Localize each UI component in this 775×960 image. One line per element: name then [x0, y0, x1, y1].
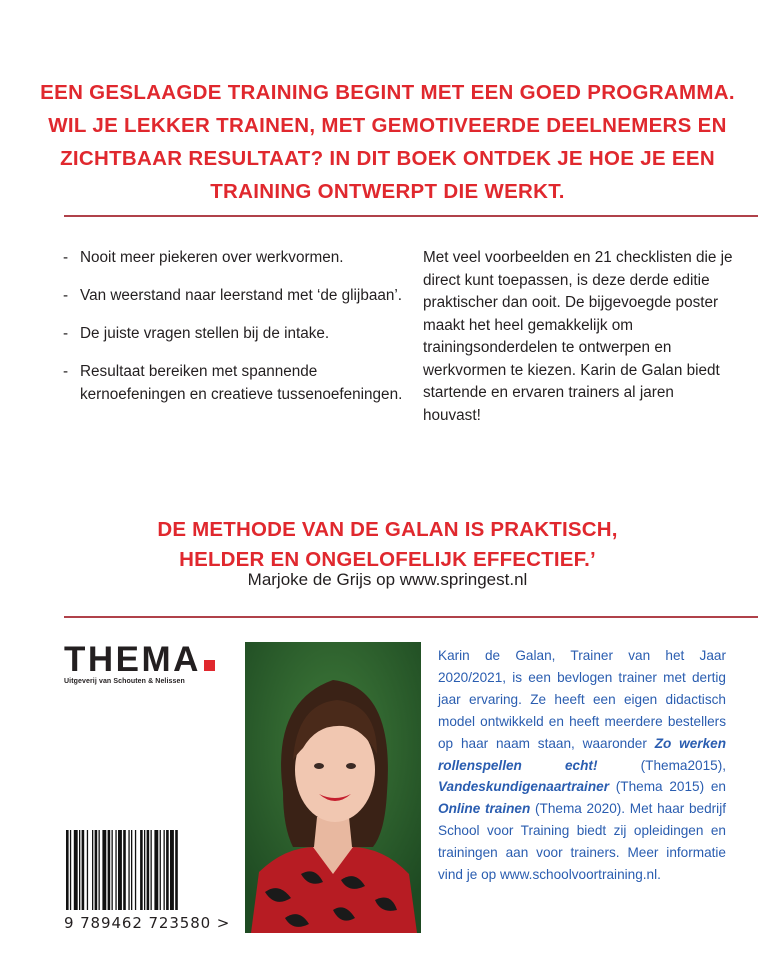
headline-line: EEN GESLAAGDE TRAINING BEGINT MET EEN GOED PROGRAMMA. — [40, 81, 735, 104]
quote-line: HELDER EN ONGELOFELIJK EFFECTIEF.’ — [179, 548, 596, 571]
headline-line: WIL JE LEKKER TRAINEN, MET GEMOTIVEERDE DEELNEMERS EN — [48, 114, 727, 137]
barcode-bar — [66, 830, 69, 910]
barcode-bar — [144, 830, 145, 910]
barcode-bar — [175, 830, 178, 910]
bullet-text: Nooit meer piekeren over werkvormen. — [80, 249, 344, 266]
barcode-bar — [164, 830, 165, 910]
barcode-bar — [166, 830, 169, 910]
barcode-bar — [140, 830, 143, 910]
barcode-bar — [74, 830, 78, 910]
bullet-dash: - — [63, 249, 69, 266]
bullet-text: Resultaat bereiken met spannende kernoefeningen en creatieve tussenoefeningen. — [80, 363, 403, 403]
barcode-bar — [112, 830, 113, 910]
logo-dot — [204, 660, 215, 671]
list-item — [63, 247, 403, 270]
quote-line: DE METHODE VAN DE GALAN IS PRAKTISCH, — [157, 518, 618, 541]
logo-subtitle: Uitgeverij van Schouten & Nelissen — [64, 678, 185, 685]
barcode-bar — [92, 830, 93, 910]
book-title: Vandeskundigenaartrainer — [438, 779, 609, 795]
barcode-bar — [102, 830, 106, 910]
book-title: Zo werken rollenspellen echt! — [438, 735, 726, 773]
publisher-logo — [64, 642, 215, 685]
list-item — [63, 361, 403, 406]
bio-text: Karin de Galan, Trainer van het Jaar 2020/2021, is een bevlogen trainer met dertig jaar ervaring. Ze heeft een eigen didactisch model ontwikkeld en heeft meerdere bestellers op haar naam staan, waaronder — [438, 648, 726, 751]
book-title: Online trainen — [438, 801, 531, 817]
author-bio — [438, 645, 726, 886]
barcode-bar — [115, 830, 116, 910]
barcode-bar — [79, 830, 80, 910]
list-item — [63, 285, 403, 308]
barcode-bar — [70, 830, 71, 910]
headline — [40, 76, 735, 208]
barcode-number: 9 789462 723580 > — [64, 914, 231, 932]
intro-paragraph: Met veel voorbeelden en 21 checklisten die je direct kunt toepassen, is deze derde editie praktischer dan ooit. De bijgevoegde poster maakt het heel gemakkelijk om trainingsonderdelen te ontwerpen en werkvormen te kiezen. Karin de Galan biedt startende en ervaren trainers al jaren houvast! — [423, 249, 733, 424]
barcode-bar — [82, 830, 85, 910]
barcode-bar — [135, 830, 136, 910]
bio-text: (Thema 2015) en — [608, 779, 726, 795]
bio-text: (Thema2015), — [597, 757, 727, 773]
barcode — [64, 830, 214, 918]
bullet-text: Van weerstand naar leerstand met ‘de glijbaan’. — [80, 287, 402, 304]
barcode-bar — [128, 830, 129, 910]
barcode-bar — [108, 830, 111, 910]
barcode-bar — [147, 830, 150, 910]
barcode-bar — [95, 830, 98, 910]
bullet-text: De juiste vragen stellen bij de intake. — [80, 325, 330, 342]
barcode-bar — [170, 830, 174, 910]
divider-bottom — [64, 616, 758, 618]
list-item — [63, 323, 403, 346]
barcode-bar — [99, 830, 100, 910]
barcode-bar — [154, 830, 158, 910]
bullet-dash: - — [63, 325, 69, 342]
headline-line: ZICHTBAAR RESULTAAT? IN DIT BOEK ONTDEK JE HOE JE EEN — [60, 147, 715, 170]
bio-text: (Thema 2020). Met haar bedrijf School voor Training biedt zij opleidingen en trainingen aan voor trainers. Meer informatie vind je op www.schoolvoortraining.nl. — [438, 801, 726, 883]
bullet-dash: - — [63, 287, 69, 304]
author-photo — [245, 642, 421, 933]
barcode-bar — [118, 830, 122, 910]
logo-wordmark: THEMA — [64, 640, 201, 679]
quote-attribution: Marjoke de Grijs op www.springest.nl — [247, 570, 528, 589]
headline-line: TRAINING ONTWERPT DIE WERKT. — [210, 180, 565, 203]
pull-quote — [40, 515, 735, 575]
bullet-dash: - — [63, 363, 69, 380]
barcode-bar — [123, 830, 126, 910]
barcode-bar — [87, 830, 88, 910]
barcode-bar — [160, 830, 161, 910]
barcode-bar — [131, 830, 132, 910]
bullet-list — [63, 247, 403, 422]
barcode-bar — [151, 830, 152, 910]
divider-top — [64, 215, 758, 217]
